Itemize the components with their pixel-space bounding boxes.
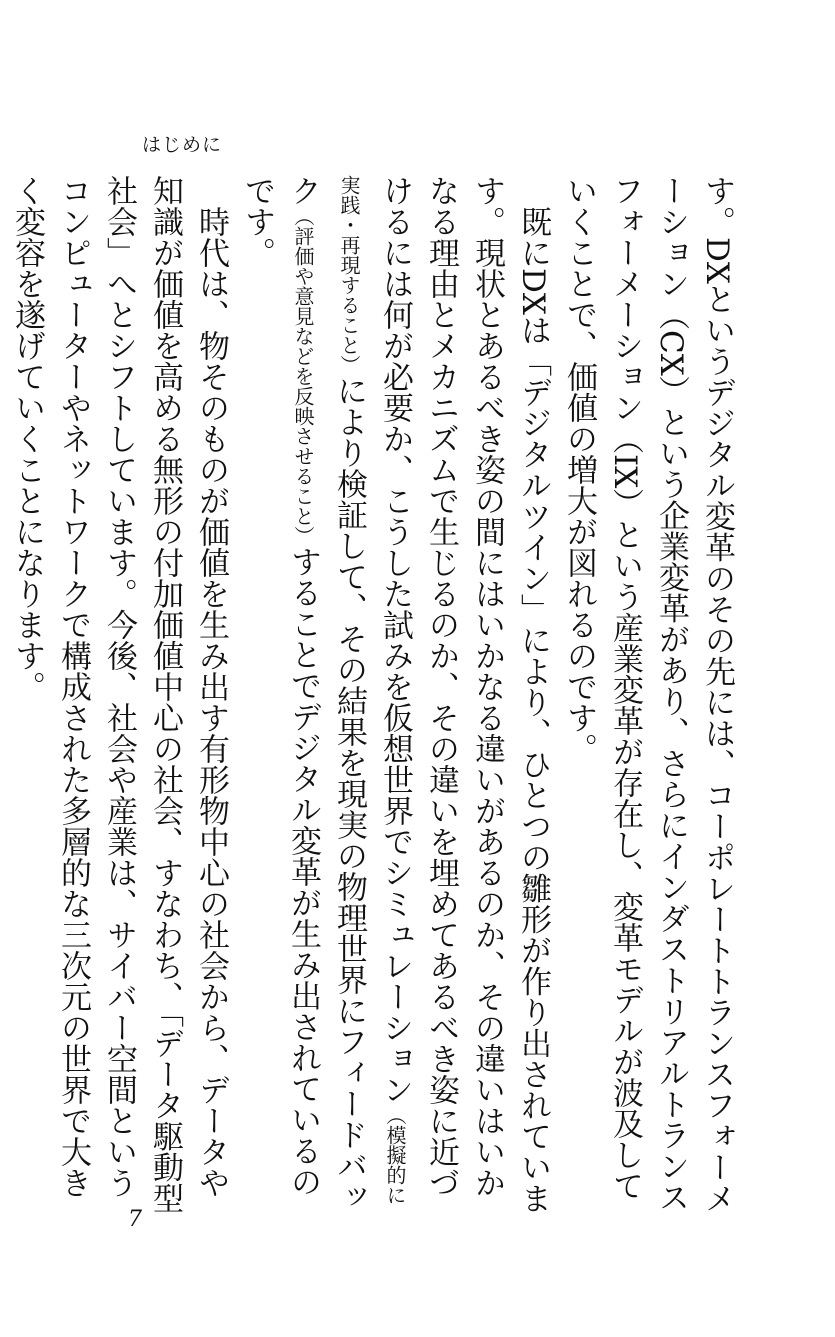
paragraph-3	[4, 175, 234, 1215]
body-text	[9, 175, 740, 1215]
page-number: 7	[128, 1207, 142, 1232]
paragraph-2-inline-note-b: （評価や意見などを反映させること）	[291, 206, 315, 546]
paragraph-1-text: す。DXというデジタル変革のその先には、コーポレートトランスフォーメーション（CX）という企業変革があり、さらにインダストリアルトランスフォーメーション（IX）という産業変革が存在し、変革モデルが波及していくことで、価値の増大が図れるのです。	[561, 175, 735, 1214]
paragraph-1	[556, 175, 740, 1215]
paragraph-2-text-c: することでデジタル変革が生み出されているのです。	[239, 175, 321, 1197]
paragraph-2	[234, 175, 556, 1215]
running-head-chapter-title: はじめに	[142, 134, 223, 156]
paragraph-4	[0, 175, 4, 1215]
paragraph-2-text-b: により検証して、その結果を現実の物理世界にフィードバック	[285, 175, 367, 1212]
paragraph-2-inline-note-a: （模擬的に実践・再現すること）	[337, 175, 407, 1205]
paragraph-2-text-a: 既にDXは「デジタルツイン」により、ひとつの雛形が作り出されています。現状とあるべき姿の間にはいかなる違いがあるのか、その違いはいかなる理由とメカニズムで生じるのか、その違いを埋めてあるべき姿に近づけるには何が必要か、こうした試みを仮想世界でシミュレーション	[377, 175, 551, 1214]
paragraph-3-text: 時代は、物そのものが価値を生み出す有形物中心の社会から、データや知識が価値を高める無形の付加価値中心の社会、すなわち、「データ駆動型社会」へとシフトしています。今後、社会や産業は、サイバー空間というコンピューターやネットワークで構成された多層的な三次元の世界で大きく変容を遂げていくことになります。	[9, 175, 229, 1214]
